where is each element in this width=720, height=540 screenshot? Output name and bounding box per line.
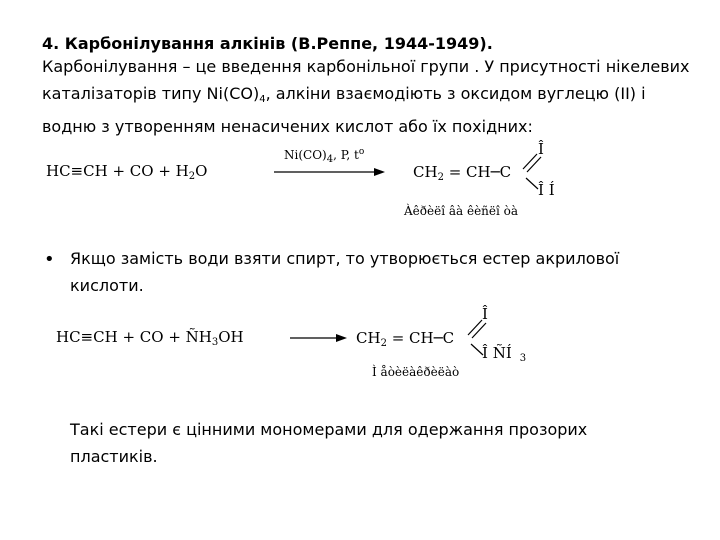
r1-oxygen-bottom: Î Í <box>538 181 555 199</box>
r2-prod-a: CH <box>356 329 381 347</box>
para-text-2: , алкіни взаємодіють з оксидом вуглецю (II) і водню з утворенням ненасичених кислот або їх похідних: <box>42 84 646 136</box>
r2-o-bot-sub: 3 <box>519 353 527 364</box>
bullet-icon: • <box>44 249 55 270</box>
r1-cond-sub: 4 <box>326 154 334 165</box>
r2-left-b: OH <box>218 328 244 346</box>
r2-oxygen-top: Î <box>482 305 488 323</box>
r1-left-sub: 2 <box>188 171 196 182</box>
reaction1-product-name: Àêðèëî âà êèñëî òà <box>404 204 519 218</box>
reaction1-arrow <box>274 168 385 176</box>
reaction2-product <box>356 329 454 349</box>
bullet-text: Якщо замість води взяти спирт, то утворюється естер акрилової кислоти. <box>70 249 620 295</box>
para-subscript: 4 <box>259 94 266 105</box>
r1-prod-b: = CH─C <box>443 163 512 181</box>
r2-left-a: HC≡CH + CO + ÑH <box>56 328 212 346</box>
r1-left-a: HC≡CH + CO + H <box>46 162 189 180</box>
para-text-1: Карбонілування – це введення карбонільної групи . У присутності нікелевих каталізаторів типу Ni(CO) <box>42 57 690 103</box>
reaction2-arrow <box>290 334 347 342</box>
r2-left-sub: 3 <box>211 337 219 348</box>
reaction2-reactants <box>56 328 244 348</box>
r1-oxygen-top: Î <box>538 140 544 158</box>
r2-o-bot-a: Î ÑÍ <box>482 344 512 362</box>
reaction1-product <box>413 163 511 183</box>
r2-prod-sub: 2 <box>380 338 387 349</box>
r2-prod-b: = CH─C <box>386 329 455 347</box>
section-heading: 4. Карбонілування алкінів (В.Реппе, 1944-1949). <box>42 34 493 53</box>
closing-paragraph: Такі естери є цінними мономерами для одержання прозорих пластиків. <box>70 420 588 466</box>
r2-oxygen-bottom <box>482 344 526 362</box>
r1-prod-a: CH <box>413 163 438 181</box>
r1-cond-sup: o <box>358 147 365 157</box>
r1-left-b: O <box>195 162 208 180</box>
r1-prod-sub: 2 <box>437 172 444 183</box>
r1-cond-b: , P, t <box>333 148 359 162</box>
reaction2-product-name: Ì åòèëàêðèëàò <box>372 365 460 379</box>
r1-cond-a: Ni(CO) <box>284 148 327 162</box>
